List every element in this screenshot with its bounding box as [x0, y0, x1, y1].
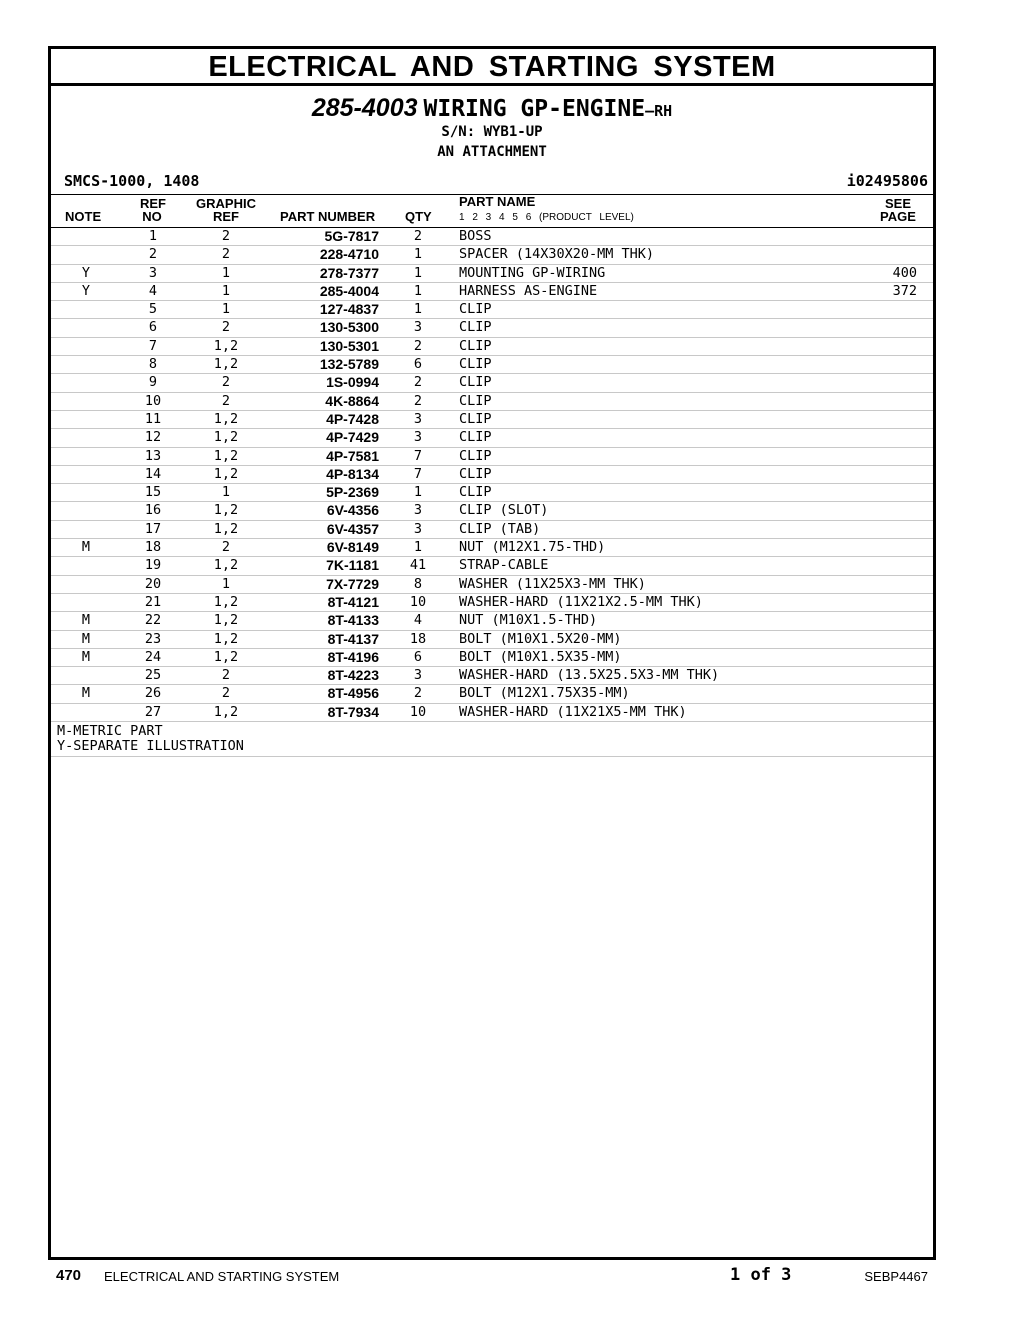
part-note: M — [81, 685, 91, 702]
table-row — [51, 356, 933, 374]
part-name: CLIP — [459, 374, 492, 391]
part-graphic-ref: 1 — [221, 264, 231, 281]
part-qty: 7 — [413, 465, 423, 482]
table-row — [51, 484, 933, 502]
part-name: BOLT (M12X1.75X35-MM) — [459, 685, 630, 702]
col-part-number: PART NUMBER — [280, 209, 376, 224]
part-number: 285-4004 — [319, 282, 379, 299]
part-graphic-ref: 1 — [221, 301, 231, 318]
part-name: BOLT (M10X1.5X35-MM) — [459, 648, 622, 665]
table-row — [51, 411, 933, 429]
part-name: CLIP — [459, 429, 492, 446]
part-number: 7K-1181 — [326, 557, 379, 574]
part-number: 130-5300 — [319, 319, 379, 336]
part-ref-no: 1 — [148, 228, 158, 244]
part-graphic-ref: 1,2 — [213, 648, 239, 665]
part-graphic-ref: 1,2 — [213, 520, 239, 537]
part-number: 132-5789 — [319, 356, 379, 373]
parts-table — [51, 228, 933, 722]
part-number: 8T-4196 — [327, 648, 379, 665]
part-name: WASHER-HARD (13.5X25.5X3-MM THK) — [459, 667, 720, 684]
part-qty: 18 — [409, 630, 427, 647]
part-graphic-ref: 1,2 — [213, 557, 239, 574]
part-note: M — [81, 630, 91, 647]
table-row — [51, 246, 933, 264]
part-qty: 1 — [413, 484, 423, 501]
part-name: HARNESS AS-ENGINE — [459, 282, 598, 299]
legend-separate: Y-SEPARATE ILLUSTRATION — [57, 738, 244, 755]
table-row — [51, 685, 933, 703]
part-graphic-ref: 2 — [221, 685, 231, 702]
legend-metric: M-METRIC PART — [57, 723, 163, 740]
part-name: MOUNTING GP-WIRING — [459, 264, 606, 281]
table-row — [51, 557, 933, 575]
part-ref-no: 14 — [144, 465, 162, 482]
part-note: Y — [81, 264, 91, 281]
part-qty: 3 — [413, 410, 423, 427]
footer-sheet-count: 1 of 3 — [730, 1265, 792, 1285]
part-graphic-ref: 2 — [221, 539, 231, 556]
part-number: 4P-7581 — [326, 447, 379, 464]
table-row — [51, 265, 933, 283]
part-name: WASHER (11X25X3-MM THK) — [459, 575, 646, 592]
part-ref-no: 17 — [144, 520, 162, 537]
part-qty: 4 — [413, 612, 423, 629]
part-ref-no: 27 — [144, 703, 162, 720]
table-row — [51, 667, 933, 685]
part-qty: 6 — [413, 648, 423, 665]
part-ref-no: 22 — [144, 612, 162, 629]
part-graphic-ref: 2 — [221, 392, 231, 409]
part-number: 8T-4121 — [327, 593, 379, 610]
table-row — [51, 704, 933, 722]
part-number: 278-7377 — [319, 264, 379, 281]
part-graphic-ref: 1,2 — [213, 429, 239, 446]
part-graphic-ref: 1,2 — [213, 630, 239, 647]
part-ref-no: 15 — [144, 484, 162, 501]
part-ref-no: 13 — [144, 447, 162, 464]
part-graphic-ref: 1,2 — [213, 465, 239, 482]
part-ref-no: 21 — [144, 593, 162, 610]
part-ref-no: 3 — [148, 264, 158, 281]
part-name: WASHER-HARD (11X21X2.5-MM THK) — [459, 593, 703, 610]
part-qty: 1 — [413, 282, 423, 299]
part-ref-no: 20 — [144, 575, 162, 592]
part-qty: 6 — [413, 356, 423, 373]
part-ref-no: 5 — [148, 301, 158, 318]
part-number: 7X-7729 — [326, 575, 379, 592]
group-part-name: WIRING GP-ENGINE — [423, 96, 646, 122]
part-qty: 3 — [413, 667, 423, 684]
part-ref-no: 8 — [148, 356, 158, 373]
part-graphic-ref: 2 — [221, 667, 231, 684]
part-qty: 10 — [409, 703, 427, 720]
part-name: WASHER-HARD (11X21X5-MM THK) — [459, 703, 687, 720]
part-see-page: 400 — [892, 264, 917, 281]
table-row — [51, 301, 933, 319]
part-graphic-ref: 2 — [221, 246, 231, 263]
part-qty: 3 — [413, 520, 423, 537]
col-see-bottom: PAGE — [880, 209, 916, 224]
part-ref-no: 25 — [144, 667, 162, 684]
part-number: 5P-2369 — [326, 484, 379, 501]
part-qty: 2 — [413, 685, 423, 702]
group-title — [51, 94, 933, 122]
part-name: CLIP — [459, 447, 492, 464]
part-name: CLIP — [459, 392, 492, 409]
table-row — [51, 393, 933, 411]
table-row — [51, 319, 933, 337]
part-ref-no: 16 — [144, 502, 162, 519]
col-graphic-ref-top: GRAPHIC — [196, 196, 256, 211]
part-name: CLIP — [459, 337, 492, 354]
table-row — [51, 338, 933, 356]
part-graphic-ref: 1 — [221, 575, 231, 592]
part-name: CLIP — [459, 410, 492, 427]
col-ref-bottom: NO — [142, 209, 162, 224]
part-name: STRAP-CABLE — [459, 557, 549, 574]
col-product-level: 1 2 3 4 5 6 (PRODUCT LEVEL) — [459, 212, 634, 223]
part-qty: 1 — [413, 539, 423, 556]
part-qty: 8 — [413, 575, 423, 592]
part-graphic-ref: 1,2 — [213, 337, 239, 354]
group-part-number: 285-4003 — [311, 94, 418, 122]
footer-page-number: 470 — [56, 1267, 82, 1284]
part-number: 6V-4356 — [326, 502, 379, 519]
part-qty: 1 — [413, 246, 423, 263]
part-name: CLIP — [459, 356, 492, 373]
part-number: 8T-4133 — [327, 612, 379, 629]
part-number: 6V-4357 — [326, 520, 379, 537]
part-name: BOSS — [459, 228, 492, 244]
part-ref-no: 26 — [144, 685, 162, 702]
part-ref-no: 19 — [144, 557, 162, 574]
part-number: 6V-8149 — [326, 539, 379, 556]
part-qty: 7 — [413, 447, 423, 464]
part-ref-no: 24 — [144, 648, 162, 665]
part-ref-no: 9 — [148, 374, 158, 391]
part-qty: 2 — [413, 392, 423, 409]
part-ref-no: 23 — [144, 630, 162, 647]
part-graphic-ref: 2 — [221, 228, 231, 244]
part-number: 4P-7429 — [326, 429, 379, 446]
part-number: 228-4710 — [319, 246, 379, 263]
table-row — [51, 228, 933, 246]
part-note: M — [81, 612, 91, 629]
part-number: 5G-7817 — [324, 228, 379, 244]
part-qty: 1 — [413, 264, 423, 281]
col-qty: QTY — [405, 209, 432, 224]
page-frame — [48, 46, 936, 1260]
part-qty: 2 — [413, 374, 423, 391]
part-graphic-ref: 1 — [221, 484, 231, 501]
part-graphic-ref: 1 — [221, 282, 231, 299]
attachment-label: AN ATTACHMENT — [437, 144, 547, 160]
part-graphic-ref: 1,2 — [213, 356, 239, 373]
table-row — [51, 576, 933, 594]
part-name: NUT (M10X1.5-THD) — [459, 612, 598, 629]
part-qty: 3 — [413, 502, 423, 519]
table-row — [51, 594, 933, 612]
part-graphic-ref: 1,2 — [213, 593, 239, 610]
part-number: 8T-4956 — [327, 685, 379, 702]
part-name: CLIP — [459, 484, 492, 501]
part-ref-no: 12 — [144, 429, 162, 446]
table-row — [51, 374, 933, 392]
part-qty: 3 — [413, 319, 423, 336]
part-ref-no: 7 — [148, 337, 158, 354]
part-see-page: 372 — [892, 282, 917, 299]
part-qty: 1 — [413, 301, 423, 318]
part-qty: 3 — [413, 429, 423, 446]
part-number: 4P-8134 — [326, 465, 379, 482]
part-number: 4P-7428 — [326, 410, 379, 427]
section-banner: ELECTRICAL AND STARTING SYSTEM — [51, 49, 933, 86]
part-number: 8T-7934 — [327, 703, 379, 720]
legend — [51, 722, 933, 757]
part-ref-no: 10 — [144, 392, 162, 409]
part-ref-no: 4 — [148, 282, 158, 299]
page-footer — [56, 1263, 928, 1287]
table-header — [51, 194, 933, 228]
part-qty: 2 — [413, 228, 423, 244]
table-row — [51, 448, 933, 466]
part-number: 1S-0994 — [326, 374, 379, 391]
part-qty: 10 — [409, 593, 427, 610]
part-name: BOLT (M10X1.5X20-MM) — [459, 630, 622, 647]
table-row — [51, 502, 933, 520]
col-part-name: PART NAME — [459, 194, 536, 209]
part-ref-no: 11 — [144, 410, 162, 427]
part-note: M — [81, 648, 91, 665]
table-row — [51, 631, 933, 649]
part-ref-no: 18 — [144, 539, 162, 556]
part-number: 8T-4223 — [327, 667, 379, 684]
illustration-id: i02495806 — [846, 172, 928, 190]
part-name: CLIP (SLOT) — [459, 502, 549, 519]
part-ref-no: 2 — [148, 246, 158, 263]
part-graphic-ref: 1,2 — [213, 703, 239, 720]
footer-doc-id: SEBP4467 — [864, 1269, 928, 1284]
col-see-top: SEE — [884, 196, 911, 211]
part-graphic-ref: 2 — [221, 319, 231, 336]
table-row — [51, 429, 933, 447]
part-graphic-ref: 1,2 — [213, 410, 239, 427]
table-row — [51, 466, 933, 484]
footer-section: ELECTRICAL AND STARTING SYSTEM — [104, 1269, 340, 1284]
col-graphic-ref-bottom: REF — [213, 209, 239, 224]
part-name: CLIP — [459, 301, 492, 318]
part-number: 127-4837 — [319, 301, 379, 318]
part-graphic-ref: 2 — [221, 374, 231, 391]
part-name: NUT (M12X1.75-THD) — [459, 539, 606, 556]
part-graphic-ref: 1,2 — [213, 502, 239, 519]
part-note: Y — [81, 282, 91, 299]
part-name: CLIP (TAB) — [459, 520, 541, 537]
table-row — [51, 612, 933, 630]
smcs-code: SMCS-1000, 1408 — [64, 172, 200, 190]
part-qty: 41 — [409, 557, 427, 574]
part-ref-no: 6 — [148, 319, 158, 336]
table-row — [51, 283, 933, 301]
col-ref-top: REF — [140, 196, 166, 211]
table-row — [51, 649, 933, 667]
part-number: 4K-8864 — [325, 392, 379, 409]
part-number: 8T-4137 — [327, 630, 379, 647]
table-row — [51, 539, 933, 557]
table-row — [51, 521, 933, 539]
part-graphic-ref: 1,2 — [213, 612, 239, 629]
part-graphic-ref: 1,2 — [213, 447, 239, 464]
group-part-suffix: —RH — [645, 102, 673, 120]
part-name: SPACER (14X30X20-MM THK) — [459, 246, 655, 263]
col-note: NOTE — [65, 209, 102, 224]
part-name: CLIP — [459, 465, 492, 482]
part-number: 130-5301 — [319, 337, 379, 354]
part-name: CLIP — [459, 319, 492, 336]
part-qty: 2 — [413, 337, 423, 354]
part-note: M — [81, 539, 91, 556]
meta-line — [51, 168, 933, 194]
serial-range: S/N: WYB1-UP — [441, 124, 543, 140]
